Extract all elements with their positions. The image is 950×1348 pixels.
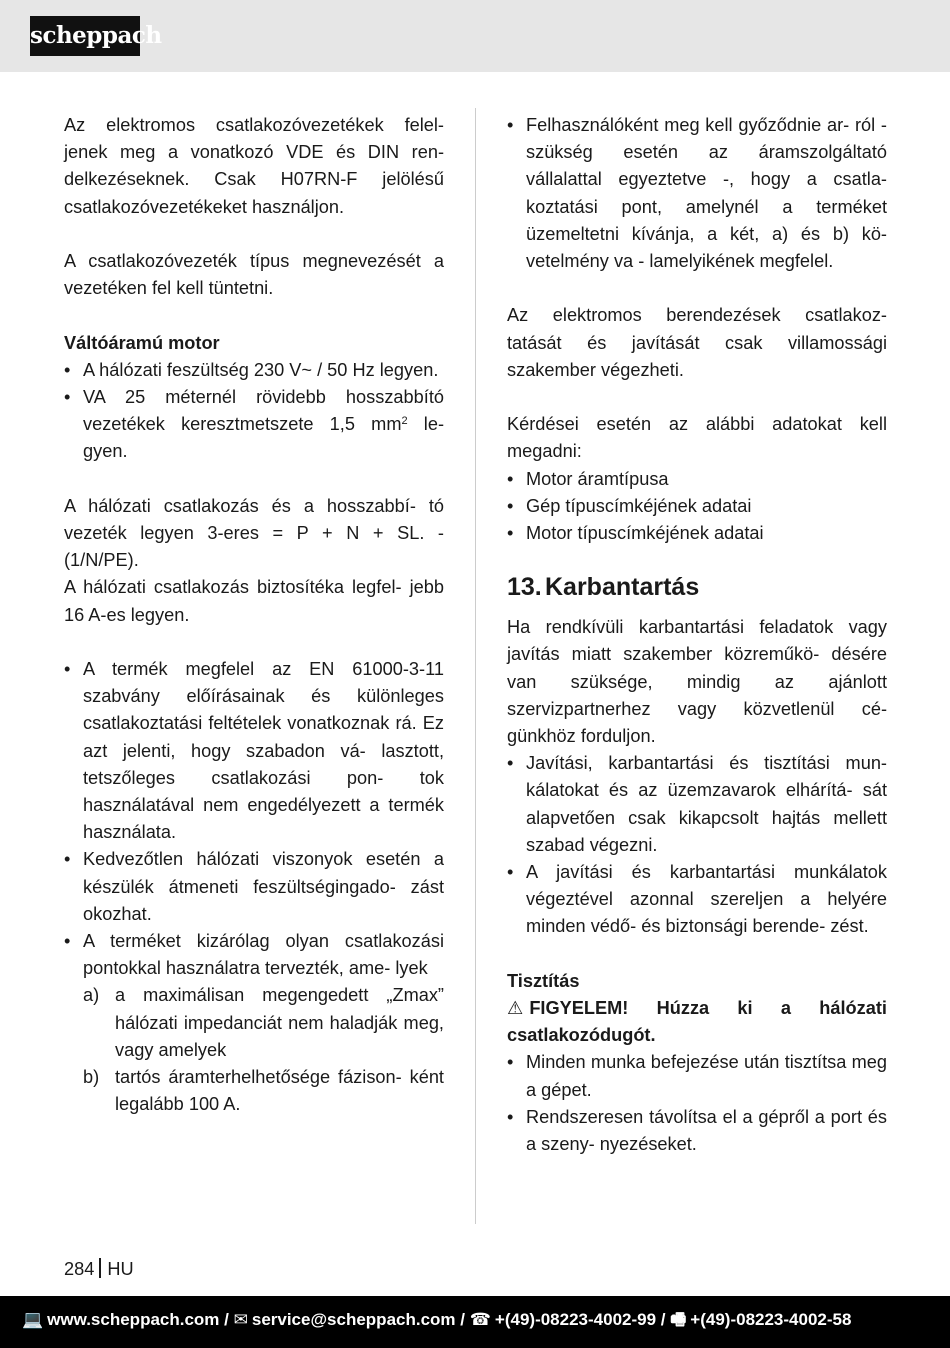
cleaning-heading: Tisztítás — [507, 970, 580, 991]
list-item: • Motor áramtípusa — [507, 466, 887, 493]
list-item: • A terméket kizárólag olyan csatlakozási pontokkal használatra tervezték, ame- lyek a) a maximálisan megengedett „Zmax” hálózati impedanciát nem haladják meg, vagy amelyek b) tartós áramterhelhetősége fázison- ként legalább 100 A. — [64, 928, 444, 1118]
required-data-list — [507, 466, 887, 548]
column-divider — [475, 108, 476, 1224]
list-item: • Minden munka befejezése után tisztítsa meg a gépet. — [507, 1049, 887, 1103]
fax-icon: 🖷 — [670, 1310, 687, 1329]
email-link[interactable]: service@scheppach.com / — [251, 1310, 465, 1329]
website-link[interactable]: www.scheppach.com / — [47, 1310, 229, 1329]
fax-number: +(49)-08223-4002-58 — [690, 1310, 852, 1329]
electrician-paragraph: Az elektromos berendezések csatlakoz- tatását és javítását csak villamossági szakember végezheti. — [507, 305, 887, 380]
section-heading-maintenance: 13. Karbantartás — [507, 573, 700, 602]
fuse-paragraph: A hálózati csatlakozás biztosítéka legfel- jebb 16 A-es legyen. — [64, 577, 444, 625]
ac-motor-heading: Váltóáramú motor — [64, 332, 220, 353]
mail-icon: ✉ — [233, 1310, 248, 1329]
list-item: • Felhasználóként meg kell győződnie ar- ról - szükség esetén az áramszolgáltató vállalattal egyeztetve -, hogy a csatla- koztatási pont, amelynél a terméket üzemeltetni kívánja, a két, a) és b) kö- vetelmény va - lamelyikének megfelel. — [507, 112, 887, 275]
warning-paragraph: ⚠ FIGYELEM! Húzza ki a hálózati csatlakozódugót. — [507, 995, 887, 1049]
list-item: b) tartós áramterhelhetősége fázison- ként legalább 100 A. — [83, 1067, 444, 1115]
list-item: • VA 25 méternél rövidebb hosszabbító vezetékek keresztmetszete 1,5 $mm^2$ le- gyen. — [64, 384, 444, 466]
standard-compliance-list — [64, 656, 444, 1118]
page-header — [0, 0, 950, 72]
condition-sublist — [83, 982, 444, 1118]
cleaning-list — [507, 1049, 887, 1158]
page-footer — [0, 1296, 950, 1348]
list-item: • Motor típuscímkéjének adatai — [507, 520, 887, 547]
maintenance-list — [507, 750, 887, 940]
list-item: • Javítási, karbantartási és tisztítási mun- kálatokat és az üzemzavarok elhárítá- sát alapvetően csak kikapcsolt hajtás mellett szabad végezni. — [507, 750, 887, 859]
page-number: 284 HU — [64, 1259, 134, 1279]
user-check-list — [507, 112, 887, 275]
list-item: • A termék megfelel az EN 61000-3-11 szabvány előírásainak és különleges csatlakoztatási feltételek vonatkoznak rá. Ez azt jelenti, hogy szabadon vá- lasztott, tetszőleges csatlakozási pon- tok használatával nem engedélyezett a termék használata. — [64, 656, 444, 846]
computer-icon: 💻 — [22, 1310, 44, 1329]
cable-requirements-paragraph: Az elektromos csatlakozóvezetékek felel- jenek meg a vonatkozó VDE és DIN ren- delkezéseknek. Csak H07RN-F jelölésű csatlakozóvezetékeket használjon. — [64, 115, 444, 217]
ac-motor-list — [64, 357, 444, 466]
mains-connection-paragraph: A hálózati csatlakozás és a hosszabbí- tó vezeték legyen 3-eres = P + N + SL. - (1/N/PE). — [64, 495, 444, 571]
phone-icon: ☎ — [469, 1310, 491, 1329]
cable-marking-paragraph: A csatlakozóvezeték típus megnevezését a vezetéken fel kell tüntetni. — [64, 251, 444, 299]
list-item: • Gép típuscímkéjének adatai — [507, 493, 887, 520]
list-item: a) a maximálisan megengedett „Zmax” hálózati impedanciát nem haladják meg, vagy amelyek — [83, 985, 444, 1060]
maintenance-paragraph: Ha rendkívüli karbantartási feladatok vagy javítás miatt szakember közreműkö- désére van szüksége, mindig az ajánlott szervizpartnerhez vagy közvetlenül cé- günkhöz forduljon. — [507, 617, 887, 747]
phone-number: +(49)-08223-4002-99 / — [494, 1310, 666, 1329]
warning-icon: ⚠ — [507, 998, 524, 1019]
list-item: • Kedvezőtlen hálózati viszonyok esetén a készülék átmeneti feszültségingado- zást okozhat. — [64, 846, 444, 928]
list-item: • Rendszeresen távolítsa el a gépről a port és a szeny- nyezéseket. — [507, 1104, 887, 1158]
questions-paragraph: Kérdései esetén az alábbi adatokat kell megadni: — [507, 414, 887, 462]
list-item: • A javítási és karbantartási munkálatok végeztével azonnal szereljen a helyére minden védő- és biztonsági berende- zést. — [507, 859, 887, 941]
list-item: • A hálózati feszültség 230 V~ / 50 Hz legyen. — [64, 357, 444, 384]
scheppach-logo: scheppach — [30, 16, 140, 56]
left-column — [64, 112, 444, 1118]
right-column — [507, 112, 887, 1158]
